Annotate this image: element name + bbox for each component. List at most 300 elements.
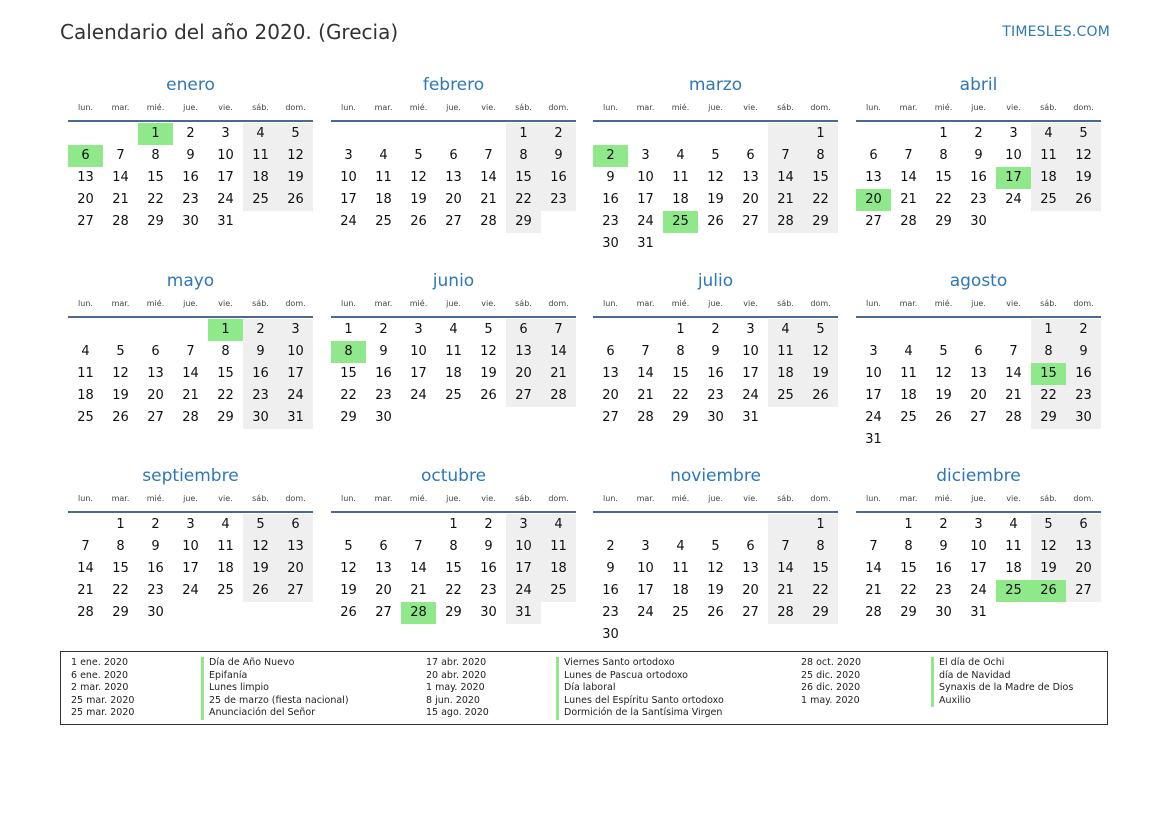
empty-cell bbox=[593, 514, 628, 536]
day-cell: 24 bbox=[637, 605, 654, 620]
day-cell: 7 bbox=[484, 148, 493, 163]
day-cell: 3 bbox=[746, 322, 755, 337]
day-cell: 21 bbox=[900, 192, 917, 207]
empty-cell bbox=[68, 319, 103, 341]
empty-cell bbox=[366, 123, 401, 145]
day-cell: 23 bbox=[1066, 385, 1101, 407]
legend-entry bbox=[71, 707, 349, 720]
legend-holiday-name: 25 de marzo (fiesta nacional) bbox=[201, 695, 349, 708]
day-cell: 4 bbox=[243, 123, 278, 145]
empty-cell bbox=[926, 319, 961, 341]
day-cell: 9 bbox=[484, 539, 493, 554]
legend-entry bbox=[801, 682, 1073, 695]
day-cell: 11 bbox=[541, 536, 576, 558]
day-cell: 19 bbox=[480, 366, 497, 381]
weekday-label: mié. bbox=[671, 103, 690, 112]
day-cell: 1 bbox=[904, 517, 913, 532]
weekday-label: vie. bbox=[481, 299, 496, 308]
day-cell: 22 bbox=[803, 189, 838, 211]
weekday-label: jue. bbox=[446, 494, 461, 503]
day-cell: 22 bbox=[672, 388, 689, 403]
day-cell: 30 bbox=[935, 605, 952, 620]
day-cell: 18 bbox=[445, 366, 462, 381]
day-cell: 7 bbox=[869, 539, 878, 554]
weekday-header bbox=[68, 297, 313, 311]
empty-cell bbox=[173, 602, 208, 624]
day-cell: 19 bbox=[112, 388, 129, 403]
day-cell: 30 bbox=[602, 627, 619, 642]
day-cell: 30 bbox=[243, 407, 278, 429]
day-cell: 22 bbox=[217, 388, 234, 403]
day-cell: 8 bbox=[506, 145, 541, 167]
empty-cell bbox=[331, 514, 366, 536]
day-cell: 8 bbox=[116, 539, 125, 554]
day-cell: 30 bbox=[707, 410, 724, 425]
day-cell: 5 bbox=[278, 123, 313, 145]
weekday-label: vie. bbox=[481, 494, 496, 503]
weekday-label: sáb. bbox=[515, 299, 532, 308]
weekday-label: jue. bbox=[971, 299, 986, 308]
day-cell: 18 bbox=[375, 192, 392, 207]
legend-date: 1 may. 2020 bbox=[801, 694, 860, 706]
weekday-label: sáb. bbox=[515, 494, 532, 503]
empty-cell bbox=[698, 233, 733, 255]
day-cell: 20 bbox=[742, 583, 759, 598]
weekday-label: dom. bbox=[810, 299, 831, 308]
legend-holiday-name: Viernes Santo ortodoxo bbox=[556, 657, 675, 670]
day-cell: 27 bbox=[742, 605, 759, 620]
day-cell: 23 bbox=[602, 605, 619, 620]
day-cell: 9 bbox=[186, 148, 195, 163]
day-cell: 2 bbox=[484, 517, 493, 532]
day-cell: 28 bbox=[768, 602, 803, 624]
empty-cell bbox=[278, 602, 313, 624]
day-cell: 6 bbox=[449, 148, 458, 163]
day-cell: 26 bbox=[935, 410, 952, 425]
day-cell: 21 bbox=[768, 189, 803, 211]
day-cell: 4 bbox=[221, 517, 230, 532]
legend-holiday-name: Auxilio bbox=[931, 695, 971, 708]
day-cell: 5 bbox=[1066, 123, 1101, 145]
day-cell: 18 bbox=[672, 192, 689, 207]
weekday-label: mar. bbox=[899, 494, 918, 503]
day-cell: 14 bbox=[112, 170, 129, 185]
day-cell: 16 bbox=[147, 561, 164, 576]
day-cell: 9 bbox=[541, 145, 576, 167]
day-cell: 14 bbox=[900, 170, 917, 185]
day-cell: 29 bbox=[803, 211, 838, 233]
empty-cell bbox=[173, 319, 208, 341]
day-grid bbox=[593, 123, 838, 255]
empty-cell bbox=[803, 233, 838, 255]
day-cell: 29 bbox=[900, 605, 917, 620]
day-cell: 15 bbox=[506, 167, 541, 189]
empty-cell bbox=[1066, 602, 1101, 624]
weekday-label: dom. bbox=[548, 494, 569, 503]
day-cell: 14 bbox=[182, 366, 199, 381]
day-cell: 8 bbox=[449, 539, 458, 554]
day-cell: 6 bbox=[151, 344, 160, 359]
day-cell: 2 bbox=[243, 319, 278, 341]
month-name: diciembre bbox=[936, 466, 1021, 486]
day-cell: 4 bbox=[768, 319, 803, 341]
day-cell: 8 bbox=[803, 536, 838, 558]
day-cell: 1 bbox=[138, 123, 173, 145]
empty-cell bbox=[926, 429, 961, 451]
day-cell: 30 bbox=[1066, 407, 1101, 429]
day-cell: 16 bbox=[935, 561, 952, 576]
day-cell: 11 bbox=[672, 170, 689, 185]
day-cell: 9 bbox=[711, 344, 720, 359]
day-cell: 24 bbox=[410, 388, 427, 403]
header-rule bbox=[856, 120, 1101, 122]
day-cell: 30 bbox=[970, 214, 987, 229]
weekday-header bbox=[593, 492, 838, 506]
day-cell: 17 bbox=[996, 167, 1031, 189]
day-cell: 15 bbox=[217, 366, 234, 381]
day-cell: 3 bbox=[344, 148, 353, 163]
weekday-label: dom. bbox=[548, 103, 569, 112]
day-cell: 22 bbox=[112, 583, 129, 598]
weekday-header bbox=[856, 492, 1101, 506]
day-cell: 14 bbox=[637, 366, 654, 381]
legend-entry bbox=[426, 682, 724, 695]
day-cell: 28 bbox=[112, 214, 129, 229]
day-cell: 28 bbox=[480, 214, 497, 229]
day-grid bbox=[68, 319, 313, 429]
day-cell: 13 bbox=[1066, 536, 1101, 558]
day-cell: 31 bbox=[742, 410, 759, 425]
day-cell: 20 bbox=[77, 192, 94, 207]
day-cell: 13 bbox=[375, 561, 392, 576]
day-cell: 26 bbox=[340, 605, 357, 620]
day-cell: 10 bbox=[865, 366, 882, 381]
day-cell: 16 bbox=[602, 583, 619, 598]
weekday-label: lun. bbox=[603, 494, 618, 503]
day-cell: 5 bbox=[939, 344, 948, 359]
day-cell: 4 bbox=[676, 148, 685, 163]
day-cell: 22 bbox=[935, 192, 952, 207]
day-cell: 29 bbox=[935, 214, 952, 229]
empty-cell bbox=[471, 123, 506, 145]
day-cell: 18 bbox=[768, 363, 803, 385]
weekday-header bbox=[68, 492, 313, 506]
day-cell: 9 bbox=[974, 148, 983, 163]
day-cell: 30 bbox=[147, 605, 164, 620]
day-cell: 2 bbox=[606, 539, 615, 554]
weekday-label: mié. bbox=[146, 103, 165, 112]
day-cell: 26 bbox=[410, 214, 427, 229]
weekday-label: mar. bbox=[374, 494, 393, 503]
day-cell: 11 bbox=[900, 366, 917, 381]
day-cell: 7 bbox=[768, 145, 803, 167]
day-cell: 24 bbox=[742, 388, 759, 403]
weekday-label: mié. bbox=[934, 494, 953, 503]
day-cell: 17 bbox=[340, 192, 357, 207]
day-cell: 6 bbox=[974, 344, 983, 359]
day-cell: 31 bbox=[506, 602, 541, 624]
day-cell: 25 bbox=[900, 410, 917, 425]
day-cell: 3 bbox=[869, 344, 878, 359]
day-cell: 30 bbox=[480, 605, 497, 620]
day-cell: 5 bbox=[711, 539, 720, 554]
day-cell: 10 bbox=[637, 561, 654, 576]
legend-entry bbox=[426, 707, 724, 720]
day-cell: 18 bbox=[900, 388, 917, 403]
legend-column-1 bbox=[71, 657, 349, 720]
empty-cell bbox=[698, 514, 733, 536]
day-cell: 18 bbox=[672, 583, 689, 598]
legend-date: 1 ene. 2020 bbox=[71, 657, 128, 668]
day-cell: 16 bbox=[243, 363, 278, 385]
legend-date: 25 mar. 2020 bbox=[71, 694, 135, 706]
day-cell: 27 bbox=[375, 605, 392, 620]
empty-cell bbox=[768, 624, 803, 646]
weekday-label: jue. bbox=[708, 299, 723, 308]
header-rule bbox=[331, 511, 576, 513]
empty-cell bbox=[401, 123, 436, 145]
day-cell: 9 bbox=[243, 341, 278, 363]
day-cell: 5 bbox=[711, 148, 720, 163]
day-cell: 10 bbox=[217, 148, 234, 163]
legend-entry bbox=[801, 695, 1073, 708]
day-cell: 14 bbox=[768, 558, 803, 580]
empty-cell bbox=[628, 123, 663, 145]
empty-cell bbox=[541, 407, 576, 429]
header-rule bbox=[593, 120, 838, 122]
day-cell: 21 bbox=[541, 363, 576, 385]
day-cell: 27 bbox=[742, 214, 759, 229]
month-julio bbox=[593, 270, 838, 429]
day-cell: 26 bbox=[1066, 189, 1101, 211]
day-cell: 27 bbox=[602, 410, 619, 425]
day-grid bbox=[856, 123, 1101, 233]
weekday-label: jue. bbox=[446, 103, 461, 112]
day-cell: 1 bbox=[1031, 319, 1066, 341]
day-cell: 19 bbox=[935, 388, 952, 403]
day-cell: 30 bbox=[182, 214, 199, 229]
day-cell: 24 bbox=[506, 580, 541, 602]
day-cell: 24 bbox=[865, 410, 882, 425]
empty-cell bbox=[996, 319, 1031, 341]
weekday-header bbox=[593, 297, 838, 311]
empty-cell bbox=[961, 429, 996, 451]
legend-date: 28 oct. 2020 bbox=[801, 657, 862, 668]
day-cell: 9 bbox=[151, 539, 160, 554]
weekday-label: mar. bbox=[899, 103, 918, 112]
weekday-label: sáb. bbox=[1040, 299, 1057, 308]
day-cell: 28 bbox=[900, 214, 917, 229]
empty-cell bbox=[856, 319, 891, 341]
day-cell: 13 bbox=[970, 366, 987, 381]
legend-holiday-name: Lunes del Espíritu Santo ortodoxo bbox=[556, 695, 724, 708]
weekday-label: jue. bbox=[183, 494, 198, 503]
legend-holiday-name: El día de Ochi bbox=[931, 657, 1004, 670]
day-cell: 31 bbox=[865, 432, 882, 447]
empty-cell bbox=[401, 514, 436, 536]
day-cell: 16 bbox=[375, 366, 392, 381]
month-diciembre bbox=[856, 465, 1101, 624]
day-cell: 10 bbox=[506, 536, 541, 558]
day-grid bbox=[856, 319, 1101, 451]
day-cell: 25 bbox=[768, 385, 803, 407]
day-cell: 7 bbox=[904, 148, 913, 163]
day-cell: 3 bbox=[641, 539, 650, 554]
empty-cell bbox=[436, 407, 471, 429]
header-rule bbox=[68, 120, 313, 122]
day-cell: 26 bbox=[1031, 580, 1066, 602]
day-cell: 20 bbox=[970, 388, 987, 403]
day-cell: 17 bbox=[637, 192, 654, 207]
weekday-header bbox=[593, 101, 838, 115]
day-cell: 13 bbox=[742, 561, 759, 576]
day-cell: 28 bbox=[768, 211, 803, 233]
legend-entry bbox=[426, 657, 724, 670]
day-cell: 1 bbox=[449, 517, 458, 532]
day-cell: 28 bbox=[865, 605, 882, 620]
day-cell: 8 bbox=[676, 344, 685, 359]
month-name: octubre bbox=[420, 466, 487, 486]
day-cell: 23 bbox=[970, 192, 987, 207]
day-cell: 22 bbox=[506, 189, 541, 211]
day-cell: 2 bbox=[974, 126, 983, 141]
day-cell: 15 bbox=[147, 170, 164, 185]
empty-cell bbox=[733, 123, 768, 145]
day-cell: 3 bbox=[1009, 126, 1018, 141]
month-name: mayo bbox=[166, 271, 215, 291]
day-cell: 5 bbox=[243, 514, 278, 536]
month-name: enero bbox=[166, 75, 215, 95]
empty-cell bbox=[628, 319, 663, 341]
day-cell: 1 bbox=[803, 514, 838, 536]
day-cell: 18 bbox=[217, 561, 234, 576]
weekday-label: lun. bbox=[866, 103, 881, 112]
weekday-label: sáb. bbox=[777, 299, 794, 308]
day-cell: 24 bbox=[217, 192, 234, 207]
day-cell: 4 bbox=[379, 148, 388, 163]
day-cell: 20 bbox=[1066, 558, 1101, 580]
weekday-label: vie. bbox=[1006, 299, 1021, 308]
day-cell: 28 bbox=[637, 410, 654, 425]
day-cell: 18 bbox=[541, 558, 576, 580]
day-cell: 7 bbox=[414, 539, 423, 554]
weekday-label: sáb. bbox=[1040, 103, 1057, 112]
legend-holiday-name: Synaxis de la Madre de Dios bbox=[931, 682, 1073, 695]
day-cell: 7 bbox=[116, 148, 125, 163]
empty-cell bbox=[663, 123, 698, 145]
day-cell: 25 bbox=[445, 388, 462, 403]
weekday-label: mié. bbox=[671, 299, 690, 308]
day-cell: 8 bbox=[939, 148, 948, 163]
day-cell: 15 bbox=[1031, 363, 1066, 385]
weekday-label: vie. bbox=[743, 494, 758, 503]
day-cell: 16 bbox=[541, 167, 576, 189]
month-noviembre bbox=[593, 465, 838, 646]
day-cell: 5 bbox=[344, 539, 353, 554]
day-cell: 11 bbox=[243, 145, 278, 167]
day-cell: 13 bbox=[865, 170, 882, 185]
day-cell: 14 bbox=[410, 561, 427, 576]
weekday-label: sáb. bbox=[1040, 494, 1057, 503]
day-cell: 17 bbox=[742, 366, 759, 381]
weekday-label: mié. bbox=[934, 299, 953, 308]
day-cell: 15 bbox=[900, 561, 917, 576]
day-cell: 24 bbox=[182, 583, 199, 598]
empty-cell bbox=[891, 319, 926, 341]
day-cell: 23 bbox=[243, 385, 278, 407]
day-cell: 27 bbox=[445, 214, 462, 229]
weekday-label: jue. bbox=[183, 103, 198, 112]
day-cell: 20 bbox=[602, 388, 619, 403]
weekday-label: mar. bbox=[899, 299, 918, 308]
day-cell: 9 bbox=[606, 561, 615, 576]
day-cell: 21 bbox=[77, 583, 94, 598]
legend-date: 8 jun. 2020 bbox=[426, 694, 480, 706]
weekday-label: vie. bbox=[743, 299, 758, 308]
day-cell: 17 bbox=[278, 363, 313, 385]
day-cell: 15 bbox=[935, 170, 952, 185]
empty-cell bbox=[628, 624, 663, 646]
empty-cell bbox=[506, 407, 541, 429]
day-cell: 22 bbox=[147, 192, 164, 207]
day-cell: 11 bbox=[375, 170, 392, 185]
holiday-legend bbox=[60, 651, 1108, 725]
day-cell: 6 bbox=[869, 148, 878, 163]
day-cell: 26 bbox=[480, 388, 497, 403]
day-cell: 13 bbox=[742, 170, 759, 185]
day-cell: 16 bbox=[1066, 363, 1101, 385]
day-cell: 29 bbox=[506, 211, 541, 233]
day-cell: 14 bbox=[77, 561, 94, 576]
day-cell: 4 bbox=[1009, 517, 1018, 532]
day-cell: 24 bbox=[340, 214, 357, 229]
weekday-label: dom. bbox=[1073, 494, 1094, 503]
empty-cell bbox=[891, 429, 926, 451]
month-junio bbox=[331, 270, 576, 429]
day-cell: 20 bbox=[856, 189, 891, 211]
legend-date: 15 ago. 2020 bbox=[426, 707, 489, 719]
day-cell: 20 bbox=[278, 558, 313, 580]
day-cell: 1 bbox=[116, 517, 125, 532]
weekday-label: lun. bbox=[341, 103, 356, 112]
weekday-label: dom. bbox=[285, 103, 306, 112]
empty-cell bbox=[996, 602, 1031, 624]
month-name: julio bbox=[697, 271, 734, 291]
day-cell: 6 bbox=[746, 539, 755, 554]
weekday-label: jue. bbox=[183, 299, 198, 308]
weekday-label: dom. bbox=[548, 299, 569, 308]
day-cell: 14 bbox=[1005, 366, 1022, 381]
weekday-label: jue. bbox=[971, 103, 986, 112]
brand-logo[interactable]: TIMESLES.COM bbox=[1002, 24, 1110, 40]
day-cell: 28 bbox=[182, 410, 199, 425]
month-octubre bbox=[331, 465, 576, 624]
weekday-label: mar. bbox=[111, 494, 130, 503]
month-abril bbox=[856, 74, 1101, 233]
weekday-label: mié. bbox=[409, 494, 428, 503]
day-cell: 11 bbox=[1005, 539, 1022, 554]
day-grid bbox=[593, 514, 838, 646]
day-cell: 17 bbox=[217, 170, 234, 185]
weekday-label: mié. bbox=[671, 494, 690, 503]
day-cell: 16 bbox=[970, 170, 987, 185]
day-cell: 27 bbox=[278, 580, 313, 602]
weekday-label: mar. bbox=[374, 103, 393, 112]
day-grid bbox=[856, 514, 1101, 624]
legend-date: 20 abr. 2020 bbox=[426, 669, 487, 681]
day-cell: 19 bbox=[707, 583, 724, 598]
day-cell: 21 bbox=[865, 583, 882, 598]
